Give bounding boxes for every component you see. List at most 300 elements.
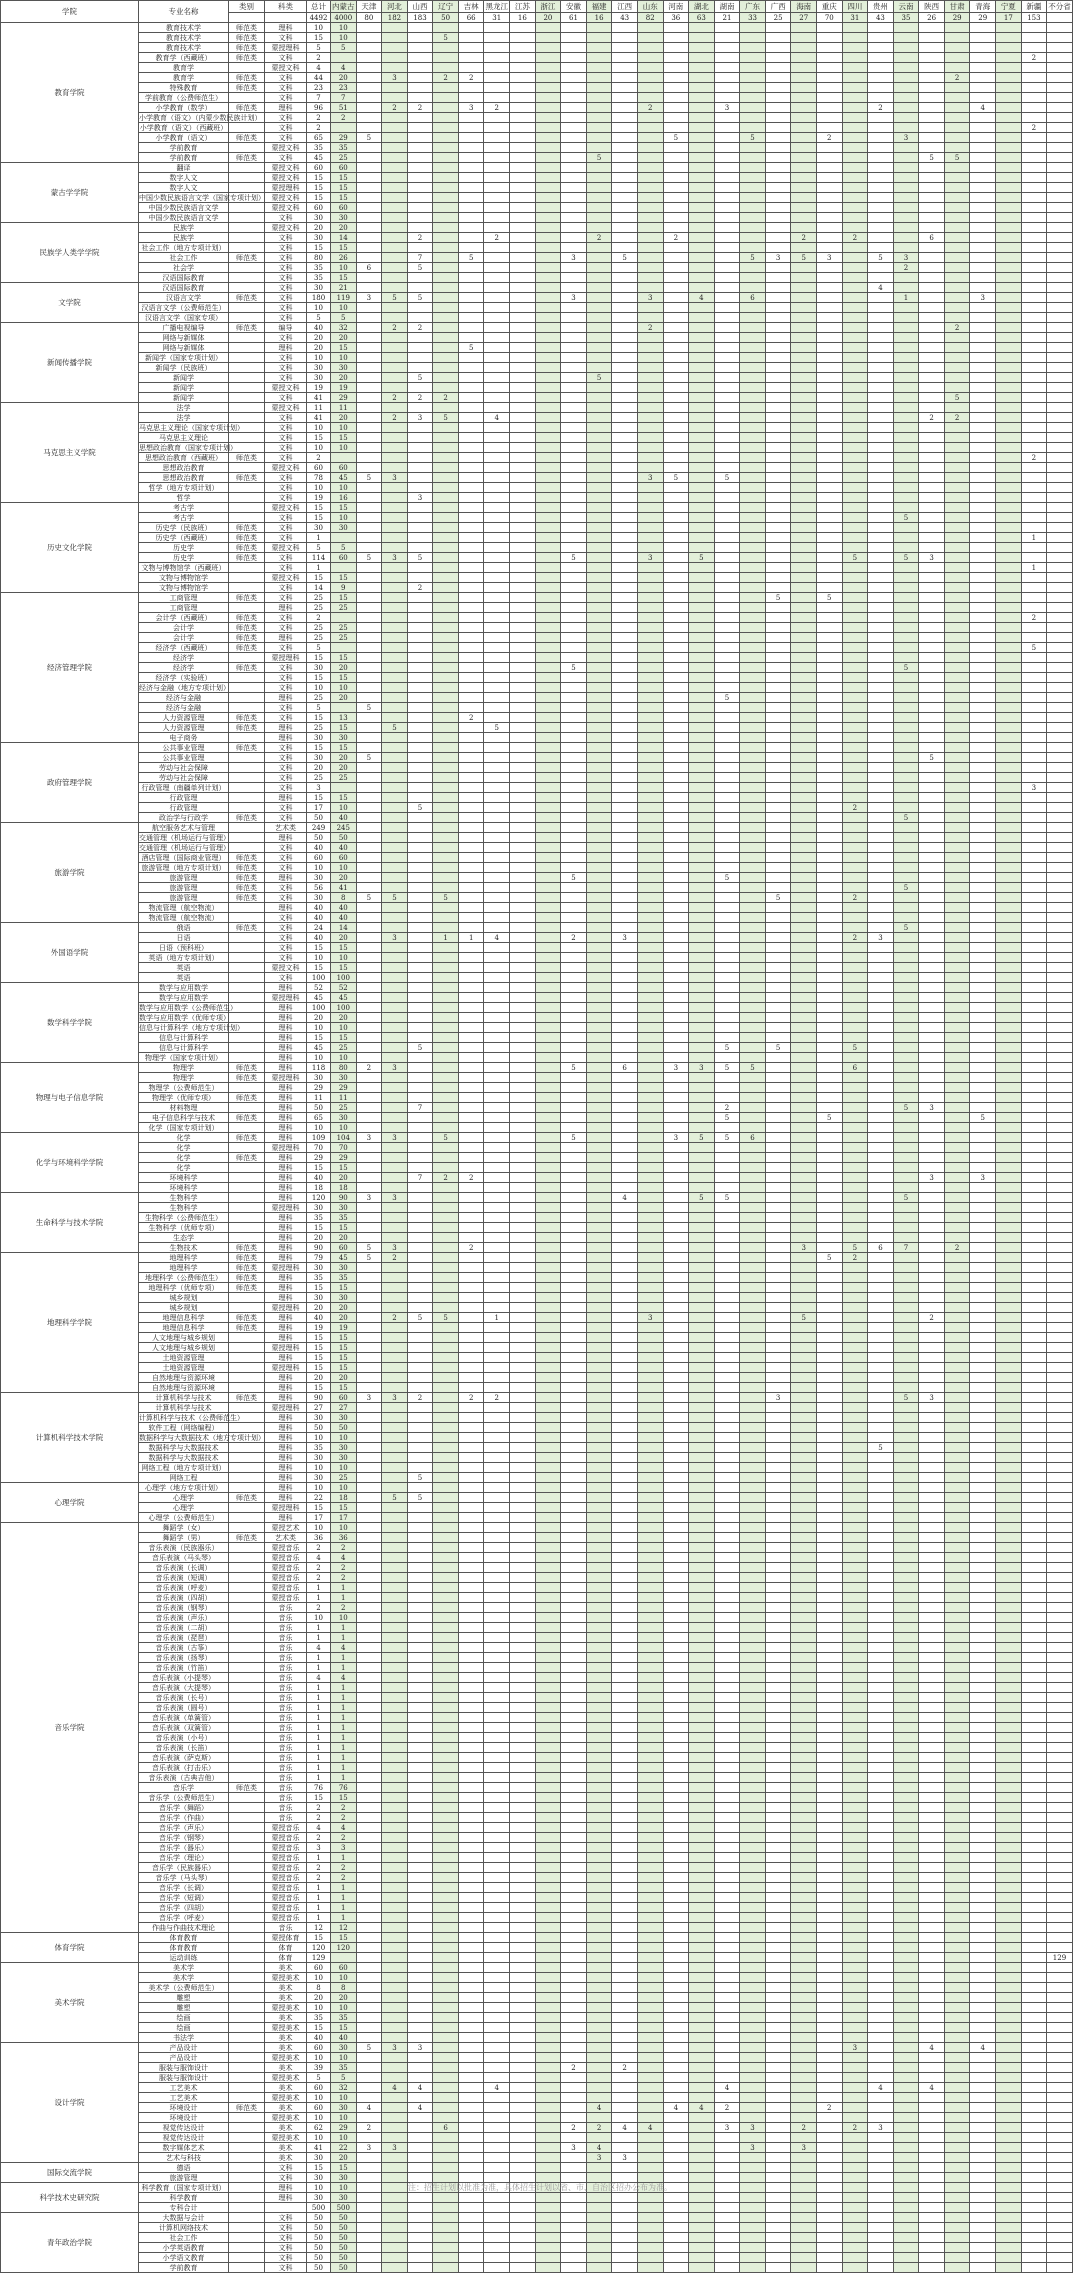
quota-cell: [510, 933, 536, 943]
quota-cell: [458, 243, 484, 253]
quota-cell: [842, 1133, 868, 1143]
quota-cell: [714, 653, 740, 663]
quota-cell: [612, 323, 638, 333]
quota-cell: [970, 433, 996, 443]
quota-cell: [561, 533, 587, 543]
quota-cell: [458, 1463, 484, 1473]
quota-cell: [765, 83, 791, 93]
quota-cell: [919, 523, 945, 533]
quota-cell: [382, 373, 408, 383]
quota-cell: [740, 33, 766, 43]
quota-cell: [433, 433, 459, 443]
quota-cell: [714, 513, 740, 523]
quota-cell: [791, 1113, 817, 1123]
quota-cell: [868, 1413, 894, 1423]
quota-cell: [1021, 593, 1047, 603]
quota-cell: 40: [331, 913, 357, 923]
quota-cell: [842, 263, 868, 273]
quota-cell: [407, 443, 433, 453]
quota-cell: [356, 1143, 382, 1153]
quota-cell: [868, 1003, 894, 1013]
quota-cell: [842, 1403, 868, 1413]
quota-cell: [535, 253, 561, 263]
quota-cell: [996, 103, 1022, 113]
quota-cell: [612, 203, 638, 213]
quota-cell: [663, 583, 689, 593]
quota-cell: [586, 1263, 612, 1273]
category-cell: 师范类: [229, 323, 265, 333]
quota-cell: [1047, 1393, 1073, 1403]
quota-cell: [944, 63, 970, 73]
quota-cell: 20: [331, 693, 357, 703]
quota-cell: [816, 723, 842, 733]
quota-cell: 5: [791, 1313, 817, 1323]
quota-cell: [561, 763, 587, 773]
quota-cell: 2: [356, 1063, 382, 1073]
quota-cell: [458, 293, 484, 303]
category-cell: 师范类: [229, 253, 265, 263]
quota-cell: [893, 1453, 919, 1463]
quota-cell: [586, 443, 612, 453]
table-row: [1, 613, 1073, 623]
subject-cell: 理科: [265, 1173, 307, 1183]
quota-cell: [868, 953, 894, 963]
quota-cell: [919, 373, 945, 383]
quota-cell: 25: [331, 603, 357, 613]
quota-cell: [944, 1173, 970, 1183]
quota-cell: [382, 563, 408, 573]
quota-cell: [868, 593, 894, 603]
quota-cell: [407, 903, 433, 913]
quota-cell: [382, 983, 408, 993]
quota-cell: [740, 1053, 766, 1063]
quota-cell: [433, 1243, 459, 1253]
quota-cell: [356, 463, 382, 473]
quota-cell: [458, 983, 484, 993]
quota-cell: [458, 1363, 484, 1373]
quota-cell: [637, 23, 663, 33]
quota-cell: [382, 603, 408, 613]
row-total: 20: [307, 343, 331, 353]
row-total: 60: [307, 163, 331, 173]
quota-cell: [484, 1273, 510, 1283]
quota-cell: 2: [407, 233, 433, 243]
quota-cell: [535, 1383, 561, 1393]
subject-cell: 文科: [265, 643, 307, 653]
quota-cell: [586, 833, 612, 843]
quota-cell: [663, 493, 689, 503]
quota-cell: [356, 213, 382, 223]
quota-cell: [510, 1033, 536, 1043]
quota-cell: [919, 1063, 945, 1073]
quota-cell: [714, 643, 740, 653]
quota-cell: [893, 83, 919, 93]
quota-cell: [663, 1003, 689, 1013]
quota-cell: [765, 1153, 791, 1163]
quota-cell: [919, 53, 945, 63]
quota-cell: [765, 383, 791, 393]
row-total: 5: [307, 43, 331, 53]
quota-cell: [996, 183, 1022, 193]
quota-cell: [791, 203, 817, 213]
quota-cell: [970, 1403, 996, 1413]
quota-cell: [740, 723, 766, 733]
quota-cell: [1047, 873, 1073, 883]
quota-cell: [356, 163, 382, 173]
quota-cell: [586, 1273, 612, 1283]
quota-cell: [612, 473, 638, 483]
quota-cell: 27: [331, 1403, 357, 1413]
quota-cell: [1047, 473, 1073, 483]
quota-cell: [637, 1263, 663, 1273]
quota-cell: [868, 873, 894, 883]
quota-cell: [842, 1293, 868, 1303]
quota-cell: [893, 833, 919, 843]
quota-cell: [1047, 53, 1073, 63]
quota-cell: [765, 1343, 791, 1353]
quota-cell: [944, 1073, 970, 1083]
quota-cell: 2: [433, 73, 459, 83]
quota-cell: [663, 1083, 689, 1093]
quota-cell: [458, 1013, 484, 1023]
quota-cell: [1047, 1343, 1073, 1353]
quota-cell: [458, 963, 484, 973]
quota-cell: [433, 1163, 459, 1173]
quota-cell: [663, 673, 689, 683]
quota-cell: [458, 1093, 484, 1103]
quota-cell: [458, 573, 484, 583]
quota-cell: [586, 243, 612, 253]
quota-cell: [484, 803, 510, 813]
quota-cell: [356, 573, 382, 583]
quota-cell: 11: [331, 1093, 357, 1103]
quota-cell: [765, 193, 791, 203]
quota-cell: [996, 1423, 1022, 1433]
quota-cell: [740, 663, 766, 673]
quota-cell: [586, 93, 612, 103]
quota-cell: [689, 643, 715, 653]
quota-cell: [944, 1333, 970, 1343]
quota-cell: [1047, 1293, 1073, 1303]
table-row: [1, 473, 1073, 483]
quota-cell: [586, 1393, 612, 1403]
table-row: [1, 493, 1073, 503]
quota-cell: [893, 1213, 919, 1223]
subject-cell: 理科: [265, 1043, 307, 1053]
quota-cell: [382, 283, 408, 293]
quota-cell: [1047, 443, 1073, 453]
quota-cell: [586, 323, 612, 333]
quota-cell: [433, 103, 459, 113]
quota-cell: [612, 1263, 638, 1273]
quota-cell: [382, 1113, 408, 1123]
quota-cell: [1047, 853, 1073, 863]
quota-cell: [740, 153, 766, 163]
quota-cell: [868, 1383, 894, 1393]
quota-cell: [637, 1083, 663, 1093]
quota-cell: [356, 93, 382, 103]
quota-cell: [510, 1053, 536, 1063]
subject-cell: 蒙授理科: [265, 1263, 307, 1273]
quota-cell: [740, 683, 766, 693]
quota-cell: 5: [407, 373, 433, 383]
quota-cell: [689, 1033, 715, 1043]
quota-cell: [868, 1223, 894, 1233]
quota-cell: [740, 1163, 766, 1173]
quota-cell: [1021, 823, 1047, 833]
table-row: [1, 983, 1073, 993]
quota-cell: [382, 333, 408, 343]
quota-cell: [382, 913, 408, 923]
quota-cell: [356, 1283, 382, 1293]
quota-cell: [612, 353, 638, 363]
quota-cell: [510, 593, 536, 603]
quota-cell: [663, 1453, 689, 1463]
quota-cell: [561, 353, 587, 363]
category-cell: [229, 683, 265, 693]
quota-cell: [510, 503, 536, 513]
quota-cell: [944, 483, 970, 493]
major-name: 地理科学（优师专项）: [139, 1283, 229, 1293]
quota-cell: [765, 553, 791, 563]
quota-cell: [791, 303, 817, 313]
major-name: 生态学: [139, 1233, 229, 1243]
quota-cell: [944, 503, 970, 513]
quota-cell: [561, 603, 587, 613]
quota-cell: [996, 713, 1022, 723]
subject-cell: 文科: [265, 333, 307, 343]
quota-cell: [996, 1283, 1022, 1293]
quota-cell: [970, 923, 996, 933]
table-row: [1, 603, 1073, 613]
quota-cell: [765, 813, 791, 823]
quota-cell: [331, 533, 357, 543]
quota-cell: [919, 1183, 945, 1193]
quota-cell: [842, 133, 868, 143]
table-row: [1, 453, 1073, 463]
quota-cell: [535, 943, 561, 953]
quota-cell: [407, 243, 433, 253]
quota-cell: [919, 673, 945, 683]
quota-cell: [714, 373, 740, 383]
major-name: 交通管理（机场运行与管理）: [139, 833, 230, 842]
quota-cell: [510, 343, 536, 353]
quota-cell: [944, 783, 970, 793]
quota-cell: 15: [331, 1283, 357, 1293]
quota-cell: [868, 143, 894, 153]
subject-cell: 理科: [265, 903, 307, 913]
quota-cell: [561, 1043, 587, 1053]
quota-cell: [510, 1103, 536, 1113]
table-row: [1, 793, 1073, 803]
subject-cell: 文科: [265, 803, 307, 813]
quota-cell: [433, 873, 459, 883]
quota-cell: [356, 873, 382, 883]
quota-cell: [637, 833, 663, 843]
quota-cell: [1021, 213, 1047, 223]
subject-cell: 文科: [265, 33, 307, 43]
table-row: [1, 1403, 1073, 1413]
quota-cell: [612, 903, 638, 913]
quota-cell: [561, 593, 587, 603]
quota-cell: [842, 1303, 868, 1313]
category-cell: [229, 933, 265, 943]
quota-cell: [1021, 1123, 1047, 1133]
quota-cell: [458, 803, 484, 813]
quota-cell: [433, 1003, 459, 1013]
row-total: 4: [307, 63, 331, 73]
quota-cell: [893, 1123, 919, 1133]
row-total: 29: [307, 1153, 331, 1163]
quota-cell: [842, 203, 868, 213]
quota-cell: [996, 1443, 1022, 1453]
quota-cell: [944, 263, 970, 273]
quota-cell: [714, 313, 740, 323]
quota-cell: 20: [331, 933, 357, 943]
quota-cell: [663, 333, 689, 343]
quota-cell: [740, 623, 766, 633]
quota-cell: [586, 103, 612, 113]
quota-cell: [791, 703, 817, 713]
quota-cell: 50: [331, 1423, 357, 1433]
quota-cell: 1: [1021, 563, 1047, 573]
quota-cell: [663, 1213, 689, 1223]
quota-cell: [586, 423, 612, 433]
category-cell: 师范类: [229, 1263, 265, 1273]
quota-cell: [407, 183, 433, 193]
quota-cell: [382, 313, 408, 323]
quota-cell: [944, 93, 970, 103]
quota-cell: [944, 943, 970, 953]
quota-cell: [970, 473, 996, 483]
quota-cell: [868, 913, 894, 923]
quota-cell: 5: [356, 473, 382, 483]
quota-cell: [893, 1273, 919, 1283]
quota-cell: [970, 1123, 996, 1133]
quota-cell: [637, 1413, 663, 1423]
quota-cell: [586, 943, 612, 953]
quota-cell: [637, 1213, 663, 1223]
quota-cell: [893, 543, 919, 553]
quota-cell: [996, 1103, 1022, 1113]
quota-cell: [842, 1233, 868, 1243]
quota-cell: [510, 1113, 536, 1123]
table-row: [1, 123, 1073, 133]
quota-cell: [791, 973, 817, 983]
quota-cell: [1021, 753, 1047, 763]
quota-cell: [561, 1383, 587, 1393]
quota-cell: [1047, 343, 1073, 353]
quota-cell: [816, 1013, 842, 1023]
quota-cell: [484, 513, 510, 523]
subject-cell: 理科: [265, 1313, 307, 1323]
quota-cell: 10: [331, 23, 357, 33]
row-total: 20: [307, 1373, 331, 1383]
quota-cell: [791, 1303, 817, 1313]
quota-cell: [740, 743, 766, 753]
quota-cell: 1: [1021, 533, 1047, 543]
quota-cell: [1047, 863, 1073, 873]
quota-cell: [842, 1263, 868, 1273]
quota-cell: [458, 993, 484, 1003]
quota-cell: [535, 893, 561, 903]
quota-cell: [868, 1193, 894, 1203]
quota-cell: 10: [331, 683, 357, 693]
quota-cell: [765, 1383, 791, 1393]
row-total: 109: [307, 1133, 331, 1143]
quota-cell: [893, 1283, 919, 1293]
quota-cell: [970, 1223, 996, 1233]
quota-cell: [586, 463, 612, 473]
quota-cell: [586, 1013, 612, 1023]
quota-cell: [893, 73, 919, 83]
table-row: [1, 233, 1073, 243]
quota-cell: [356, 193, 382, 203]
quota-cell: [816, 323, 842, 333]
quota-cell: [842, 923, 868, 933]
quota-cell: [689, 403, 715, 413]
quota-cell: [484, 333, 510, 343]
quota-cell: [919, 183, 945, 193]
quota-cell: [586, 1463, 612, 1473]
quota-cell: [842, 593, 868, 603]
quota-cell: [714, 1453, 740, 1463]
quota-cell: [356, 183, 382, 193]
quota-cell: [868, 453, 894, 463]
quota-cell: [714, 893, 740, 903]
quota-cell: [637, 1133, 663, 1143]
college-name: 马克思主义学院: [1, 403, 139, 503]
quota-cell: [356, 203, 382, 213]
quota-cell: [816, 23, 842, 33]
subject-cell: 文科: [265, 133, 307, 143]
quota-cell: [637, 463, 663, 473]
quota-cell: [868, 223, 894, 233]
major-name: 文物与博物馆学（西藏班）: [139, 563, 229, 573]
quota-cell: [919, 1223, 945, 1233]
quota-cell: [612, 1383, 638, 1393]
row-total: 40: [307, 323, 331, 333]
quota-cell: [868, 1403, 894, 1413]
quota-cell: [382, 653, 408, 663]
quota-cell: [842, 733, 868, 743]
province-total: 29: [944, 13, 970, 23]
quota-cell: [561, 283, 587, 293]
quota-cell: [586, 543, 612, 553]
row-total: 100: [307, 1003, 331, 1013]
quota-cell: [714, 1313, 740, 1323]
quota-cell: [816, 873, 842, 883]
quota-cell: 90: [331, 1193, 357, 1203]
quota-cell: [893, 643, 919, 653]
quota-cell: [561, 203, 587, 213]
quota-cell: 2: [382, 323, 408, 333]
quota-cell: [919, 513, 945, 523]
quota-cell: [765, 493, 791, 503]
quota-cell: [561, 113, 587, 123]
quota-cell: [535, 903, 561, 913]
quota-cell: 3: [382, 473, 408, 483]
subject-cell: 文科: [265, 663, 307, 673]
quota-cell: [1021, 1383, 1047, 1393]
category-cell: [229, 1293, 265, 1303]
quota-cell: [1021, 323, 1047, 333]
subject-cell: 蒙授文科: [265, 403, 307, 413]
quota-cell: [1021, 1323, 1047, 1333]
subject-cell: 蒙授文科: [265, 503, 307, 513]
quota-cell: [510, 233, 536, 243]
quota-cell: [510, 793, 536, 803]
